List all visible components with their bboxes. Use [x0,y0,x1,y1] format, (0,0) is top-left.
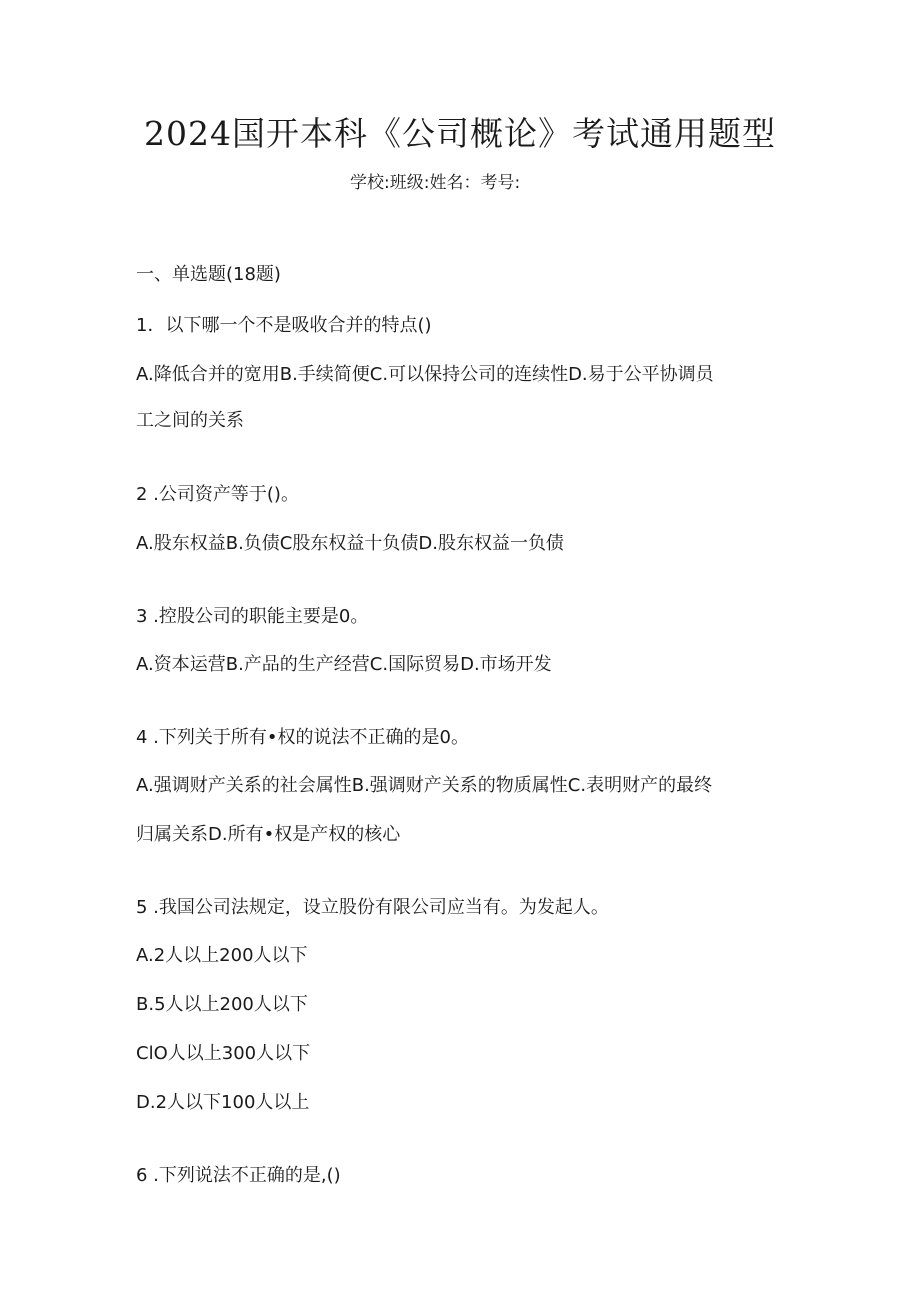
question-1-stem: 1．以下哪一个不是吸收合并的特点() [136,315,432,336]
section-heading: 一、单选题(18题) [136,264,281,285]
question-5-stem: 5 .我国公司法规定，设立股份有限公司应当有。为发起人。 [136,897,609,918]
question-2-stem: 2 .公司资产等于()。 [136,484,299,505]
question-4-options-line-2: 归属关系D.所有•权是产权的核心 [136,824,401,845]
student-info-line: 学校:班级:姓名：考号: [350,173,521,193]
question-5-option-d: D.2人以下100人以上 [136,1092,310,1113]
question-3-options: A.资本运营B.产品的生产经营C.国际贸易D.市场开发 [136,654,552,675]
question-5-option-b: B.5人以上200人以下 [136,994,308,1015]
question-6-stem: 6 .下列说法不正确的是,() [136,1165,341,1186]
question-5-option-a: A.2人以上200人以下 [136,945,308,966]
question-1-options-line-2: 工之间的关系 [136,410,244,431]
question-2-options: A.股东权益B.负债C股东权益十负债D.股东权益一负债 [136,533,564,554]
question-4-options-line-1: A.强调财产关系的社会属性B.强调财产关系的物质属性C.表明财产的最终 [136,775,713,796]
question-3-stem: 3 .控股公司的职能主要是0。 [136,606,369,627]
question-4-stem: 4 .下列关于所有•权的说法不正确的是0。 [136,727,469,748]
document-title: 2024国开本科《公司概论》考试通用题型 [144,114,776,153]
question-1-options-line-1: A.降低合并的宽用B.手续简便C.可以保持公司的连续性D.易于公平协调员 [136,364,714,385]
question-5-option-c: ClO人以上300人以下 [136,1043,311,1064]
